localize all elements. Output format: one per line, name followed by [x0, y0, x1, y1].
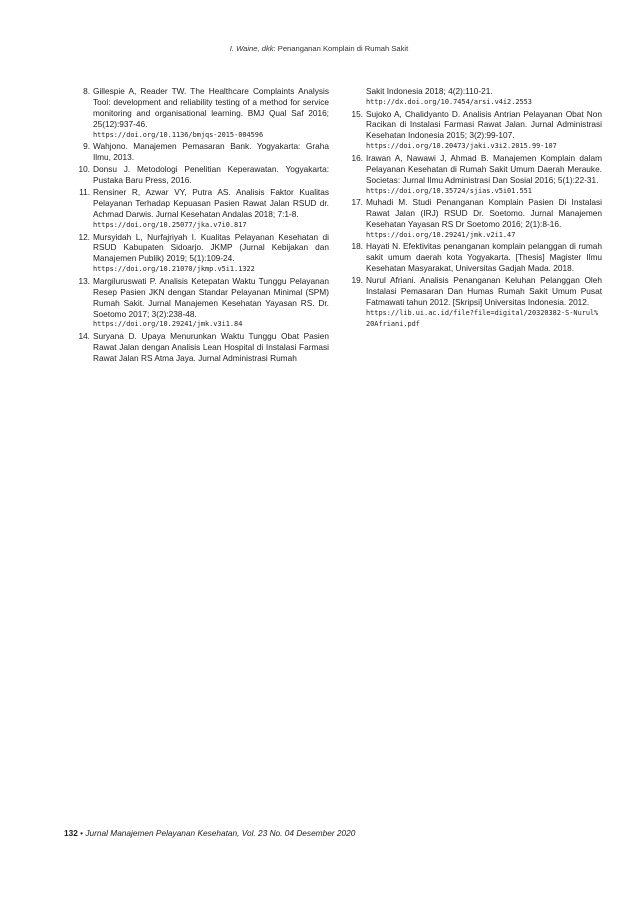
reference-column-right [348, 86, 602, 330]
reference-number: 8. [83, 86, 90, 96]
reference-text: Donsu J. Metodologi Penelitian Keperawatan. Yogyakarta: Pustaka Baru Press, 2016. [93, 164, 329, 186]
reference-item [75, 331, 329, 364]
reference-item [348, 275, 602, 329]
reference-item [348, 197, 602, 240]
header-title: : Penanganan Komplain di Rumah Sakit [273, 44, 409, 53]
reference-number: 18. [351, 241, 363, 252]
reference-item [75, 187, 329, 230]
reference-text: Hayati N. Efektivitas penanganan komplain pelanggan di rumah sakit umum daerah kota Yogyakarta. [Thesis] Magister Ilmu Kesehatan Masyarakat, Universitas Gadjah Mada. 2018. [366, 241, 602, 274]
header-author: I. Waine, dkk [229, 44, 274, 53]
reference-text: Sakit Indonesia 2018; 4(2):110-21. [366, 86, 493, 96]
reference-item [75, 86, 329, 140]
journal-citation: Jurnal Manajemen Pelayanan Kesehatan, Vol. 23 No. 04 Desember 2020 [85, 828, 356, 838]
reference-item [348, 241, 602, 274]
reference-text: Rensiner R, Azwar VY, Putra AS. Analisis Faktor Kualitas Pelayanan Terhadap Kepuasan Pasien Rawat Jalan RSUD dr. Achmad Darwis. Jurnal Kesehatan Andalas 2018; 7:1-8. [93, 187, 329, 220]
reference-number: 11. [79, 187, 90, 198]
reference-item [75, 276, 329, 330]
reference-item [348, 153, 602, 196]
reference-doi-link[interactable]: https://doi.org/10.1136/bmjqs-2015-004596 [93, 130, 264, 139]
running-header [0, 44, 638, 53]
reference-list-right [348, 86, 602, 329]
reference-number: 17. [351, 197, 363, 208]
reference-doi-link[interactable]: https://doi.org/10.25077/jka.v7i0.817 [93, 220, 247, 229]
reference-item [75, 232, 329, 275]
reference-doi-link[interactable]: https://doi.org/10.21070/jkmp.v5i1.1322 [93, 265, 255, 274]
reference-item [75, 141, 329, 163]
reference-number: 10. [78, 164, 90, 175]
reference-column-left [75, 86, 329, 365]
page-footer [64, 828, 355, 838]
reference-text: Nurul Afriani. Analisis Penanganan Keluhan Pelanggan Oleh Instalasi Pemasaran Dan Humas Rumah Sakit Umum Pusat Fatmawati tahun 2012. [Skripsi] Universitas Indonesia. 2012. [366, 275, 602, 308]
reference-text: Gillespie A, Reader TW. The Healthcare Complaints Analysis Tool: development and reliability testing of a method for service monitoring and organisational learning. BMJ Qual Saf 2016; 25(12):937-46. [93, 86, 329, 129]
reference-doi-link[interactable]: https://doi.org/10.29241/jmk.v2i1.47 [366, 230, 516, 239]
footer-bullet: • [80, 828, 84, 838]
reference-list-left [75, 86, 329, 364]
reference-number: 16. [351, 152, 363, 163]
reference-text: Sujoko A, Chalidyanto D. Analisis Antrian Pelayanan Obat Non Racikan di Instalasi Farmasi Rawat Jalan. Jurnal Administrasi Kesehatan Indonesia 2015; 3(2):99-107. [366, 108, 602, 141]
reference-item-continued [348, 86, 602, 107]
reference-number: 12. [78, 231, 90, 242]
reference-number: 13. [78, 275, 90, 286]
reference-item [348, 109, 602, 152]
reference-doi-link[interactable]: http://dx.doi.org/10.7454/arsi.v4i2.2553 [366, 97, 532, 106]
reference-number: 14. [78, 331, 90, 342]
reference-doi-link[interactable]: https://doi.org/10.35724/sjias.v5i01.551 [366, 186, 532, 195]
reference-text: Irawan A, Nawawi J, Ahmad B. Manajemen Komplain dalam Pelayanan Kesehatan di Rumah Sakit Umum Daerah Merauke. Societas: Jurnal Ilmu Administrasi Dan Sosial 2016; 5(1):22-31. [366, 152, 602, 185]
reference-text: Muhadi M. Studi Penanganan Komplain Pasien Di Instalasi Rawat Jalan (IRJ) RSUD Dr. Soetomo. Jurnal Manajemen Kesehatan Yayasan RS Dr Soetomo 2016; 2(1):8-16. [366, 197, 602, 229]
reference-doi-link[interactable]: https://doi.org/10.20473/jaki.v3i2.2015.99-107 [366, 142, 557, 151]
page-number: 132 [64, 828, 78, 838]
reference-text: Wahjono. Manajemen Pemasaran Bank. Yogyakarta: Graha Ilmu, 2013. [93, 141, 329, 163]
reference-doi-link[interactable]: https://lib.ui.ac.id/file?file=digital/20320382-S-Nurul%20Afriani.pdf [366, 309, 599, 328]
reference-item [75, 164, 329, 186]
reference-text: Suryana D. Upaya Menurunkan Waktu Tunggu Obat Pasien Rawat Jalan dengan Analisis Lean Hospital di Instalasi Farmasi Rawat Jalan RS Atma Jaya. Jurnal Administrasi Rumah [93, 331, 329, 363]
reference-number: 15. [351, 108, 363, 119]
reference-text: Margiluruswati P. Analisis Ketepatan Waktu Tunggu Pelayanan Resep Pasien JKN dengan Standar Pelayanan Minimal (SPM) Rumah Sakit. Jurnal Manajemen Kesehatan Yayasan RS. Dr. Soetomo 2017; 3(2):238-48. [93, 275, 329, 319]
reference-doi-link[interactable]: https://doi.org/10.29241/jmk.v3i1.84 [93, 320, 243, 329]
reference-text: Mursyidah L, Nurfajriyah I. Kualitas Pelayanan Kesehatan di RSUD Kabupaten Sidoarjo. JKMP (Jurnal Kebijakan dan Manajemen Publik) 2019; 5(1):109-24. [93, 231, 329, 264]
reference-number: 19. [351, 275, 363, 286]
reference-number: 9. [83, 141, 90, 152]
